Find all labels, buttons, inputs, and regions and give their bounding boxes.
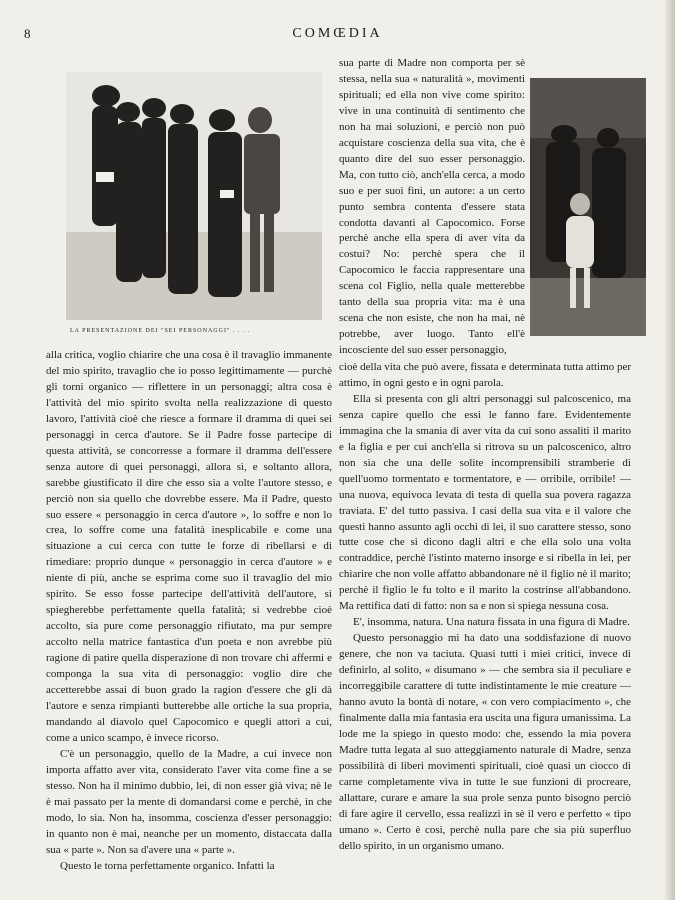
cast-photo-left xyxy=(66,72,322,320)
paragraph: C'è un personaggio, quello de la Madre, a cui invece non importa affatto aver vita, considerato l'aver vita come fine a se stesso. Non ha il minimo dubbio, lei, di non esser già viva; nè le è mai passato per la mente di domandarsi come e perchè, in che modo, lo sia. Non ha, insomma, coscienza d'esser personaggio: in quanto non è mai, neanche per un momento, distaccata dalla sua « parte ». Non sa d'avere una « parte ». xyxy=(46,747,332,856)
paragraph: Questo personaggio mi ha dato una soddisfazione di nuovo genere, che non va taciuta. Quasi tutti i miei critici, invece di definirlo, al solito, « disumano » — che sembra sia il peculiare e incorreggibile carattere di tutte indistintamente le mie creature — hanno avuto la bontà di notare, « con vero compiacimento », che finalmente dalla mia fantasia era uscita una figura umanissima. La lode me la spiego in questo modo: che, essendo la mia povera Madre tutta legata al suo atteggiamento naturale di Madre, senza possibilità di liberi movimenti spirituali, cioè quasi un cìocco di carne completamente viva in tutte le sue funzioni di procreare, allattare, curare e amare la sua prole senza punto bisogno perciò di fare agire il cervello, essa realizzi in sè il vero e perfetto « tipo umano ». Certo è così, perchè nulla pare che sia più superfluo dello spirito, in un organismo umano. xyxy=(339,632,631,852)
page-edge xyxy=(665,0,675,900)
text-column-right-top xyxy=(339,56,525,359)
paragraph: sua parte di Madre non comporta per sè stessa, nella sua « naturalità », movimenti spirituali; ed ella non vive come spirito: vive in una continuità di sentimento che non ha mai soluzioni, e perciò non può acquistare coscienza della sua vita, che è quanto dire del suo esser personaggio. Ma, con tutto ciò, anch'ella cerca, a modo suo e per suoi fini, un autore: a un certo punto sembra contenta d'essere stata condotta davanti al Capocomico. Forse perchè anche ella spera di aver vita da costui? No: perchè spera che il Capocomico le faccia rappresentare una scena col Figlio, nella quale metterebbe tanto della sua propria vita: ma è una scena che non esiste, che non ha mai, nè potrebbe, aver luogo. Tanto ell'è incosciente del suo esser personaggio, xyxy=(339,57,525,357)
paragraph: Questo le torna perfettamente organico. Infatti la xyxy=(60,859,275,872)
cast-photo-image xyxy=(66,72,322,320)
text-column-left xyxy=(46,348,332,874)
paragraph: cioè della vita che può avere, fissata e determinata tutta attimo per attimo, in ogni gesto e in ogni parola. xyxy=(339,361,631,389)
photo-caption: LA PRESENTAZIONE DEI "SEI PERSONAGGI" . . . . xyxy=(70,328,251,334)
cast-photo-right xyxy=(530,78,646,336)
paragraph: E', insomma, natura. Una natura fissata in una figura di Madre. xyxy=(353,616,630,629)
paragraph: Ella si presenta con gli altri personaggi sul palcoscenico, ma senza capire quello che essi le fanno fare. Evidentemente immagina che la smania di aver vita da cui sono assaliti il marito e la figlia e per cui anch'ella si ritrova su un palcoscenico, altro non sia che una delle solite incomprensibili stramberie di quell'uomo tormentato e tormentatore, e — orribile, orribile! — una nuova, equivoca levata di testa di quella sua povera ragazza traviata. E' del tutto passiva. I casi della sua vita e il valore che questi hanno assunto agli occhi di lei, il suo carattere stesso, sono tutte cose che si dicono dagli altri e che ella solo una volta contraddice, perchè l'istinto materno insorge e si ribella in lei, per chiarire che non volle affatto abbandonare nè il figlio nè il marito; perchè il figlio le fu tolto e il marito la costrinse all'abbandono. Ma rettifica dati di fatto: non sa e non si spiega nessuna cosa. xyxy=(339,392,631,613)
page-number: 8 xyxy=(24,26,31,41)
masthead: COMŒDIA xyxy=(292,26,383,41)
paragraph: alla critica, voglio chiarire che una cosa è il travaglio immanente del mio spirito, travaglio che io posso legittimamente — purchè gli torni organico — riflettere in un personaggi; altra cosa è l'attività del mio spirito svolta nella realizzazione di questo lavoro, l'attività cioè che riesce a formare il dramma di quei sei personaggi in cerca d'autore. Se il Padre fosse partecipe di questa attività, se concorresse a formare il dramma dell'essere senza autore di quei personaggi, allora sì, e soltanto allora, sarebbe giustificato il dire che esso sia a volte l'autore stesso, e perciò non sia quello che dovrebbe essere. Ma il Padre, questo suo essere « personaggio in cerca d'autore », lo soffre e non lo crea, lo soffre come una fatalità inesplicabile e come una situazione a cui cerca con tutte le forze di ribellarsi e di rimediare: proprio dunque « personaggio in cerca d'autore » e niente di più, anche se esprima come suo il travaglio del mio spirito. Se esso fosse partecipe dell'attività dell'autore, si spiegherebbe perfettamente quella fatalità; si vedrebbe cioè accolto, sia pure come personaggio rifiutato, ma pur sempre accolto nella matrice fantastica d'un poeta e non avrebbe più ragione di patire quella disperazione di non trovare chi affermi e componga la sua vita di personaggio: voglio dire che accetterebbe assai di buon grado la ragion d'essere che gli dà l'autore e senza rimpianti butterebbe alle ortiche la sua propria, mandando al diavolo quel Capocomico e quegli attori a cui, come a unico scampo, è invece ricorso. xyxy=(46,349,332,744)
cast-photo-right-image xyxy=(530,78,646,336)
text-column-right xyxy=(339,360,631,855)
